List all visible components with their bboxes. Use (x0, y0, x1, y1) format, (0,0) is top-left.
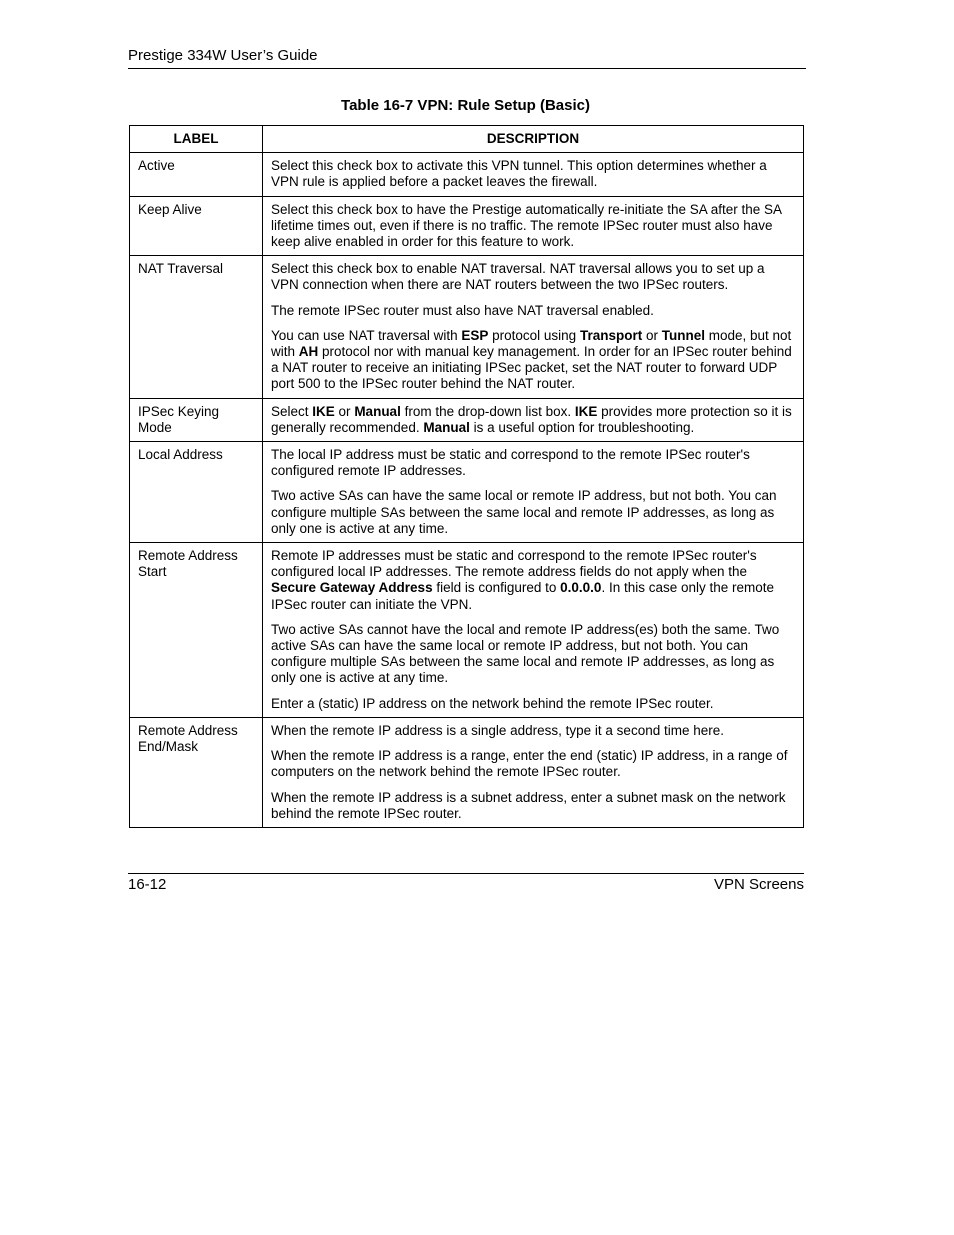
row-description (263, 256, 804, 398)
text-run: provides more protection so it is generally recommended. (271, 403, 792, 435)
table-row (130, 153, 804, 196)
bold-term: IKE (312, 403, 335, 419)
description-paragraph (271, 303, 795, 319)
bold-term: IKE (574, 403, 598, 419)
description-paragraph (271, 404, 795, 436)
text-run: mode, but not with (271, 327, 792, 360)
text-run: When the remote IP address is a subnet address, enter a subnet mask on the network behind the remote IPSec router. (271, 789, 786, 821)
text-run: protocol using (488, 327, 580, 343)
text-run: Remote IP addresses must be static and correspond to the remote IPSec router's configured local IP addresses. The remote address fields do not apply when the (271, 548, 757, 580)
description-column-header: DESCRIPTION (263, 126, 804, 153)
row-label: Local Address (130, 442, 263, 543)
description-paragraph (271, 158, 795, 190)
row-description (263, 543, 804, 718)
table-row (130, 717, 804, 827)
bold-term: Manual (354, 403, 401, 419)
text-run: Select (271, 403, 313, 419)
guide-title: Prestige 334W User’s Guide (128, 47, 318, 64)
text-run: Two active SAs cannot have the local and remote IP address(es) both the same. Two active SAs can have the same local or remote IP address, but not both. You can configure multiple SAs between the same local and remote IP addresses, as long as only one is active at any time. (271, 621, 780, 686)
bold-term: AH (298, 344, 319, 360)
row-label: Remote Address Start (130, 543, 263, 718)
description-paragraph (271, 261, 795, 293)
bold-term: Transport (579, 327, 643, 343)
description-paragraph (271, 548, 795, 613)
section-name: VPN Screens (713, 876, 804, 893)
text-run: is a useful option for troubleshooting. (469, 419, 695, 435)
text-run: The remote IPSec router must also have NAT traversal enabled. (271, 302, 654, 318)
row-label: Keep Alive (130, 196, 263, 256)
text-run: Two active SAs can have the same local or remote IP address, but not both. You can configure multiple SAs between the same local and remote IP addresses, as long as only one is active at any time. (271, 488, 777, 536)
table-body (130, 153, 804, 828)
description-paragraph (271, 328, 795, 393)
description-paragraph (271, 790, 795, 822)
label-column-header: LABEL (130, 126, 263, 153)
table-row (130, 398, 804, 441)
row-description (263, 153, 804, 196)
text-run: When the remote IP address is a single address, type it a second time here. (271, 722, 724, 738)
page-header (128, 47, 806, 69)
row-label: Remote Address End/Mask (130, 717, 263, 827)
text-run: Select this check box to activate this VPN tunnel. This option determines whether a VPN rule is applied before a packet leaves the firewall. (271, 158, 767, 190)
row-label: Active (130, 153, 263, 196)
row-description (263, 196, 804, 256)
row-description (263, 398, 804, 441)
bold-term: Secure Gateway Address (271, 580, 433, 596)
bold-term: ESP (461, 327, 489, 343)
text-run: field is configured to (432, 580, 561, 596)
page-footer (128, 873, 804, 894)
text-run: or (334, 403, 355, 419)
table-header-row (130, 126, 804, 153)
text-run: protocol nor with manual key management. In order for an IPSec router behind a NAT router to receive an initiating IPSec packet, set the NAT router to forward UDP port 500 to the IPSec router behind the NAT router. (271, 344, 792, 392)
text-run: or (642, 327, 662, 343)
text-run: Enter a (static) IP address on the network behind the remote IPSec router. (271, 695, 714, 711)
row-label: IPSec Keying Mode (130, 398, 263, 441)
row-description (263, 442, 804, 543)
description-paragraph (271, 622, 795, 687)
table-row (130, 256, 804, 398)
description-paragraph (271, 748, 795, 780)
bold-term: 0.0.0.0 (560, 580, 602, 596)
text-run: from the drop-down list box. (400, 403, 575, 419)
bold-term: Tunnel (661, 327, 705, 343)
row-description (263, 717, 804, 827)
text-run: You can use NAT traversal with (271, 327, 462, 343)
table-row (130, 196, 804, 256)
page-number: 16-12 (128, 876, 167, 893)
table-row (130, 543, 804, 718)
description-paragraph (271, 447, 795, 479)
text-run: The local IP address must be static and correspond to the remote IPSec router's configured remote IP addresses. (271, 447, 750, 479)
table-title: Table 16-7 VPN: Rule Setup (Basic) (341, 97, 590, 114)
description-paragraph (271, 202, 795, 251)
bold-term: Manual (423, 419, 470, 435)
description-paragraph (271, 488, 795, 537)
text-run: Select this check box to enable NAT traversal. NAT traversal allows you to set up a VPN connection when there are NAT routers between the two IPSec routers. (271, 261, 765, 293)
row-label: NAT Traversal (130, 256, 263, 398)
rule-setup-table (129, 125, 804, 828)
text-run: . In this case only the remote IPSec router can initiate the VPN. (271, 580, 775, 612)
table-row (130, 442, 804, 543)
description-paragraph (271, 696, 795, 712)
description-paragraph (271, 723, 795, 739)
text-run: When the remote IP address is a range, enter the end (static) IP address, in a range of computers on the network behind the remote IPSec router. (271, 748, 788, 780)
text-run: Select this check box to have the Prestige automatically re-initiate the SA after the SA lifetime times out, even if there is no traffic. The remote IPSec router must also have keep alive enabled in order for this feature to work. (271, 201, 782, 250)
